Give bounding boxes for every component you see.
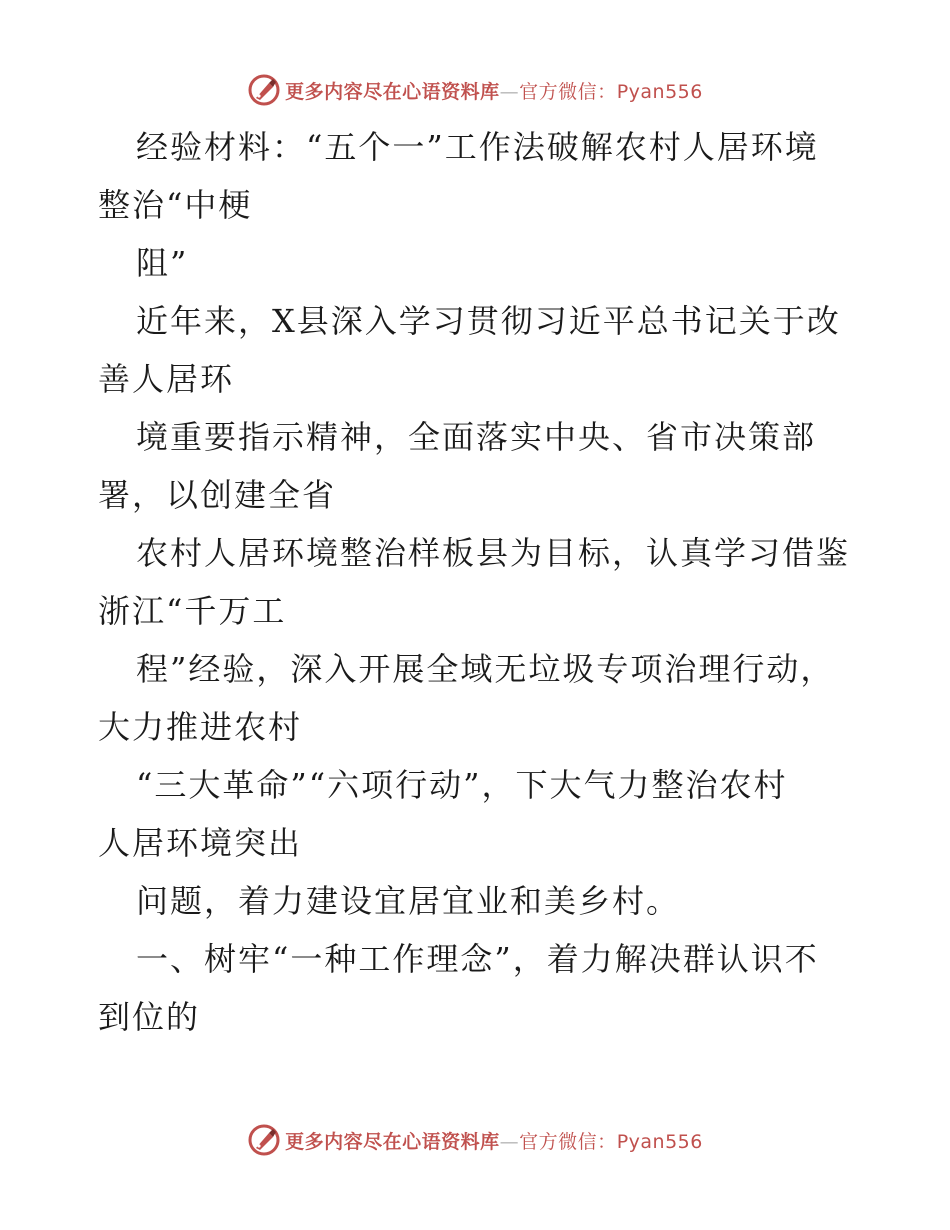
banner-wechat-label: 官方微信： (519, 80, 617, 103)
doc-line: 经验材料：“五个一”工作法破解农村人居环境 (136, 128, 819, 166)
doc-line: 浙江“千万工 (98, 592, 287, 630)
doc-line: 境重要指示精神，全面落实中央、省市决策部 (136, 418, 817, 456)
banner-wechat-label: 官方微信： (519, 1130, 617, 1153)
doc-line: 程”经验，深入开展全域无垃圾专项治理行动， (136, 650, 835, 688)
header-banner (0, 70, 950, 110)
banner-text (285, 1127, 703, 1154)
doc-line: 一、树牢“一种工作理念”，着力解决群认识不 (136, 940, 819, 978)
banner-wechat-id: Pyan556 (616, 1130, 703, 1153)
doc-line: 农村人居环境整治样板县为目标，认真学习借鉴 (136, 534, 851, 572)
banner-separator: — (499, 80, 520, 103)
pen-logo-icon (247, 1123, 281, 1157)
banner-text (285, 77, 703, 104)
banner-brand: 更多内容尽在心语资料库 (285, 80, 500, 103)
banner-brand: 更多内容尽在心语资料库 (285, 1130, 500, 1153)
doc-line: 善人居环 (98, 360, 235, 398)
banner-wechat-id: Pyan556 (616, 80, 703, 103)
doc-line: 大力推进农村 (98, 708, 303, 746)
doc-line: 近年来，X县深入学习贯彻习近平总书记关于改 (136, 302, 841, 340)
doc-line: 整治“中梗 (98, 186, 253, 224)
doc-line: 阻” (136, 244, 189, 282)
doc-line: 问题，着力建设宜居宜业和美乡村。 (136, 882, 681, 920)
doc-line: 到位的 (98, 998, 201, 1036)
doc-line: 人居环境突出 (98, 824, 303, 862)
doc-line: 署，以创建全省 (98, 476, 337, 514)
pen-logo-icon (247, 73, 281, 107)
doc-line: “三大革命”“六项行动”，下大气力整治农村 (136, 766, 788, 804)
banner-separator: — (499, 1130, 520, 1153)
document-body (98, 118, 858, 1046)
footer-banner (0, 1120, 950, 1160)
